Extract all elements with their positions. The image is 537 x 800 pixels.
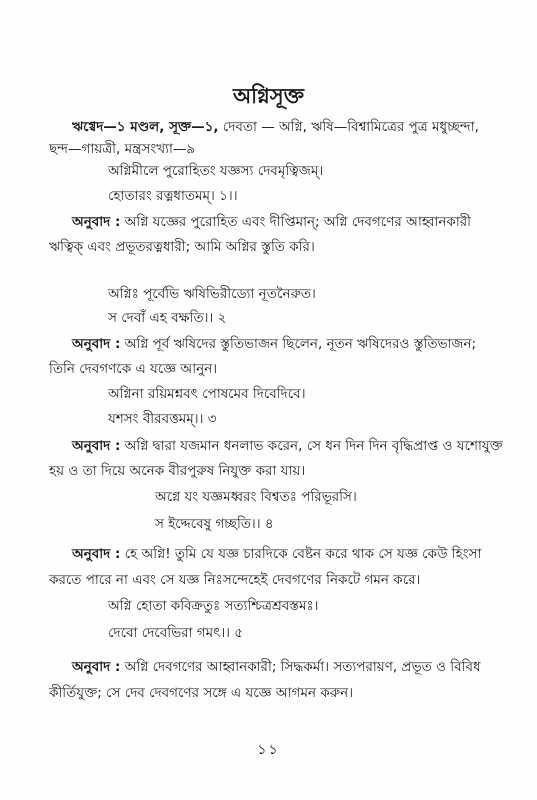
verse-1-translation-line-1 [72, 213, 471, 231]
verse-2-translation-line-2: তিনি দেবগণকে এ যজ্ঞে আনুন। [49, 361, 218, 377]
verse-1-translation-line-2: ঋত্বিক্ এবং প্রভূতরত্নধারী; আমি অগ্নির স্তুতি করি। [49, 239, 315, 255]
translation-text: অগ্নি পূর্ব ঋষিদের স্তুতিভাজন ছিলেন, নূতন ঋষিদেরও স্তুতিভাজন; [124, 336, 477, 352]
verse-2-translation-line-1 [72, 335, 476, 353]
translation-label: অনুবাদ : [72, 214, 121, 230]
header-line-2: ছন্দ—গায়ত্রী, মন্ত্রসংখ্যা—৯ [49, 141, 196, 157]
verse-3-translation-line-1 [72, 437, 503, 455]
verse-1-line-2: হোতারং রত্নধাতমম্। ১।। [108, 188, 238, 204]
verse-5-line-1: অগ্নি হোতা কবিক্রতুঃ সত্যশ্চিত্রশ্রবস্তমঃ। [108, 598, 319, 614]
header-line-1 [72, 118, 479, 136]
verse-4-line-2: স ইদ্দেবেষু গচ্ছতি।। ৪ [155, 516, 274, 532]
translation-label: অনুবাদ : [72, 336, 121, 352]
verse-3-translation-line-2: হয় ও তা দিয়ে অনেক বীরপুরুষ নিযুক্ত করা যায়। [49, 463, 306, 479]
translation-text: হে অগ্নি! তুমি যে যজ্ঞ চারদিকে বেষ্টন করে থাক সে যজ্ঞ কেউ হিংসা [124, 546, 482, 562]
verse-2-line-2: স দেবাঁ এহ বক্ষতি।। ২ [108, 310, 227, 326]
page-title: অগ্নিসূক্ত [232, 84, 305, 108]
header-source: ঋগ্বেদ—১ মণ্ডল, সূক্ত—১, [72, 119, 219, 135]
verse-1-line-1: অগ্নিমীলে পুরোহিতং যজ্ঞস্য দেবমৃত্বিজম্। [108, 163, 324, 179]
translation-label: অনুবাদ : [72, 659, 121, 675]
translation-label: অনুবাদ : [72, 438, 121, 454]
page-number: ১১ [257, 742, 280, 758]
translation-text: অগ্নি দ্বারা যজমান ধনলাভ করেন, সে ধন দিন দিন বৃদ্ধিপ্রাপ্ত ও যশোযুক্ত [124, 438, 503, 454]
translation-text: অগ্নি দেবগণের আহ্বানকারী; সিদ্ধকর্মা। সত্যপরায়ণ, প্রভূত ও বিবিধ [124, 659, 481, 675]
verse-4-translation-line-1 [72, 545, 481, 563]
header-details: দেবতা — অগ্নি, ঋষি—বিশ্বামিত্রের পুত্র মধুচ্ছন্দা, [222, 119, 479, 135]
verse-5-line-2: দেবো দেবেভিরা গমৎ।। ৫ [108, 625, 244, 641]
verse-3-line-1: অগ্নিনা রয়িমশ্নবৎ পোষমেব দিবেদিবে। [108, 386, 306, 402]
verse-5-translation-line-2: কীর্তিযুক্ত; সে দেব দেবগণের সঙ্গে এ যজ্ঞে আগমন করুন। [49, 685, 354, 701]
translation-text: অগ্নি যজ্ঞের পুরোহিত এবং দীপ্তিমান্; অগ্নি দেবগণের আহ্বানকারী [124, 214, 472, 230]
verse-4-line-1: অগ্নে যং যজ্ঞমধ্বরং বিশ্বতঃ পরিভূরসি। [155, 489, 357, 505]
verse-4-translation-line-2: করতে পারে না এবং সে যজ্ঞ নিঃসন্দেহেই দেবগণের নিকটে গমন করে। [49, 572, 421, 588]
translation-label: অনুবাদ : [72, 546, 121, 562]
verse-3-line-2: যশসং বীরবত্তমম্।। ৩ [108, 411, 217, 427]
verse-5-translation-line-1 [72, 658, 481, 676]
verse-2-line-1: অগ্নিঃ পূর্বেভি ঋষিভিরীড্যো নূতনৈরুত। [108, 286, 316, 302]
